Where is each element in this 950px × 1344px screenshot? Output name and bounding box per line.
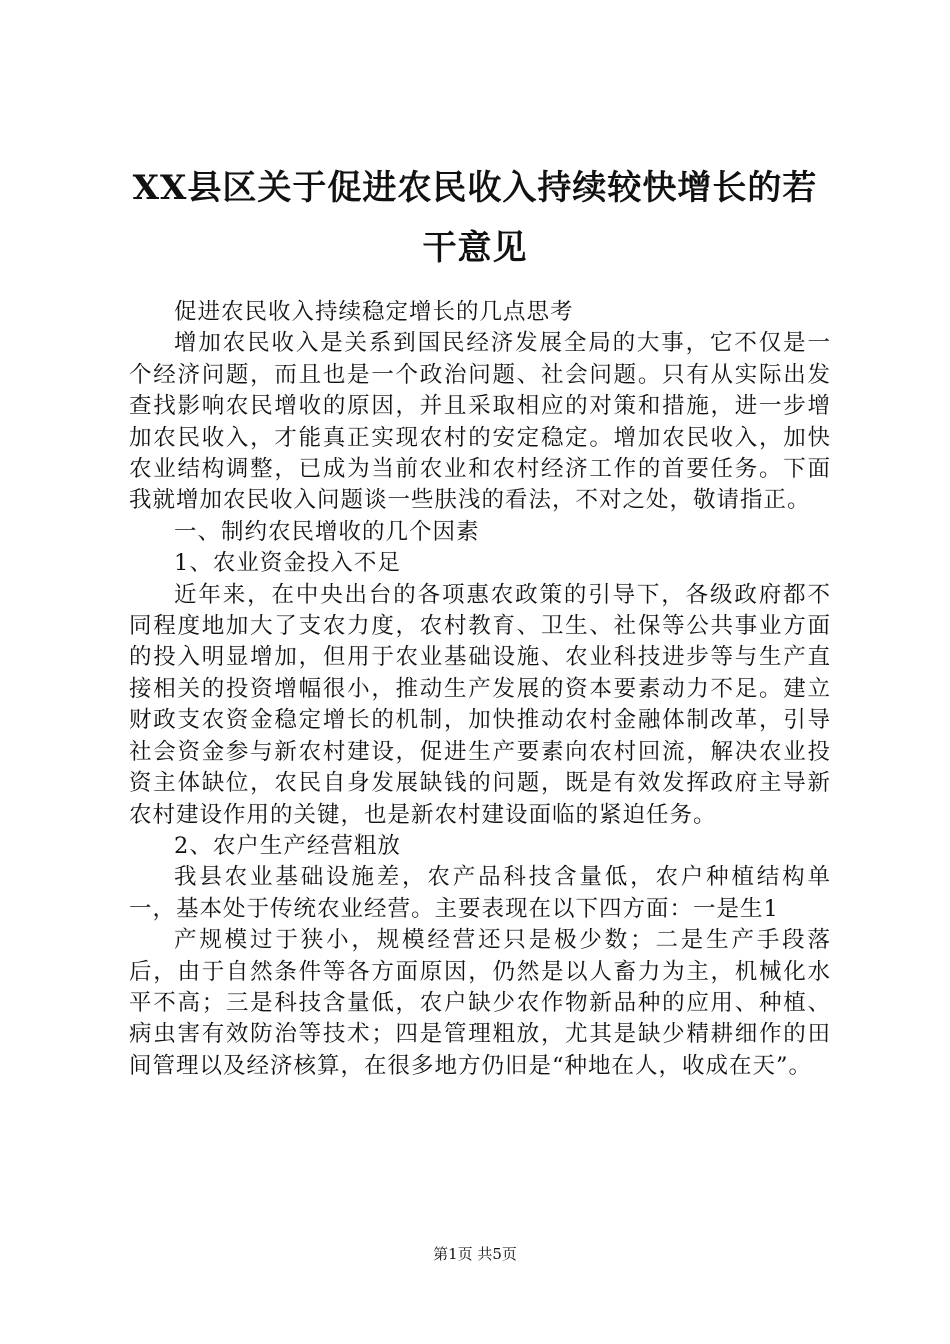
subsection-heading: 1、农业资金投入不足	[174, 550, 401, 577]
section-heading: 一、制约农民增收的几个因素	[174, 518, 480, 545]
subtitle-paragraph: 促进农民收入持续稳定增长的几点思考	[174, 299, 574, 325]
page-number-footer: 第1页 共5页	[433, 1245, 517, 1263]
body-paragraph: 近年来，在中央出台的各项惠农政策的引导下，各级政府都不同程度地加大了支农力度，农村教育、卫生、社保等公共事业方面的投入明显增加，但用于农业基础设施、农业科技进步等与生产直接相关的投资增幅很小，推动生产发展的资本要素动力不足。建立财政支农资金稳定增长的机制，加快推动农村金融体制改革，引导社会资金参与新农村建设，促进生产要素向农村回流，解决农业投资主体缺位，农民自身发展缺钱的问题，既是有效发挥政府主导新农村建设作用的关键，也是新农村建设面临的紧迫任务。	[129, 581, 831, 828]
body-paragraph: 我县农业基础设施差，农产品科技含量低，农户种植结构单一，基本处于传统农业经营。主要表现在以下四方面：一是生1	[129, 864, 831, 922]
body-paragraph: 产规模过于狭小，规模经营还只是极少数；二是生产手段落后，由于自然条件等各方面原因，仍然是以人畜力为主，机械化水平不高；三是科技含量低，农户缺少农作物新品种的应用、种植、病虫害有效防治等技术；四是管理粗放，尤其是缺少精耕细作的田间管理以及经济核算，在很多地方仍旧是“种地在人，收成在天”。	[129, 927, 831, 1079]
intro-paragraph: 增加农民收入是关系到国民经济发展全局的大事，它不仅是一个经济问题，而且也是一个政治问题、社会问题。只有从实际出发查找影响农民增收的原因，并且采取相应的对策和措施，进一步增加农民收入，才能真正实现农村的安定稳定。增加农民收入，加快农业结构调整，已成为当前农业和农村经济工作的首要任务。下面我就增加农民收入问题谈一些肤浅的看法，不对之处，敬请指正。	[129, 330, 831, 514]
document-body	[129, 297, 831, 1082]
document-title: XX县区关于促进农民收入持续较快增长的若干意见	[132, 168, 818, 268]
subsection-heading: 2、农户生产经营粗放	[174, 832, 401, 859]
